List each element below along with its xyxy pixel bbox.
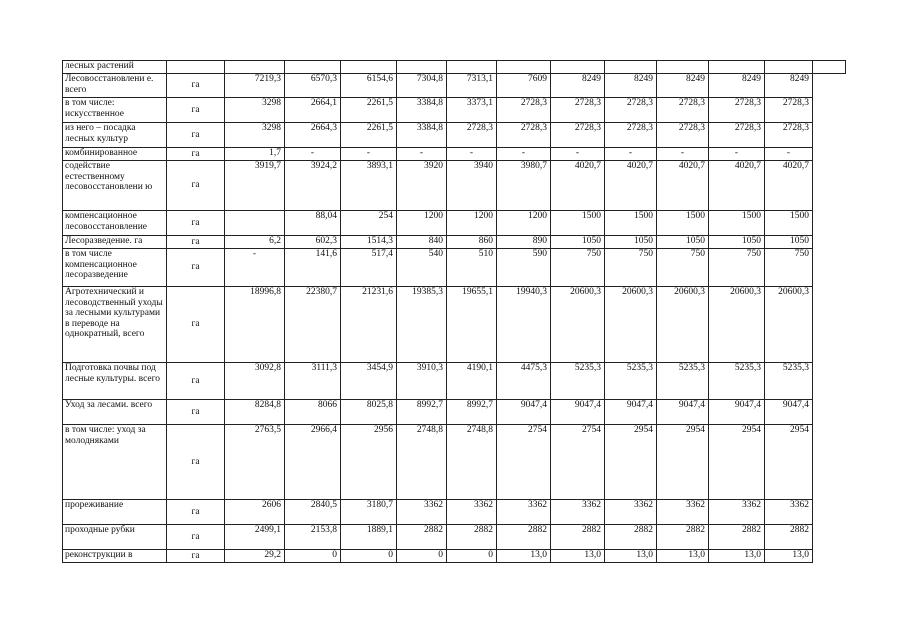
- value-cell: 1200: [447, 211, 497, 236]
- value-cell: 4020,7: [765, 161, 813, 211]
- value-cell: 8992,7: [397, 400, 447, 425]
- value-cell: 2261,5: [341, 123, 397, 148]
- table-row: [63, 74, 846, 98]
- value-cell: 2664,1: [285, 98, 341, 123]
- unit-cell: га: [167, 98, 225, 123]
- value-cell: 20600,3: [765, 287, 813, 363]
- value-cell: 750: [657, 249, 709, 287]
- value-cell: 29,2: [225, 550, 285, 563]
- forestry-indicators-table: [62, 60, 846, 563]
- value-cell: 9047,4: [657, 400, 709, 425]
- value-cell: 6570,3: [285, 74, 341, 98]
- value-cell: 2728,3: [709, 98, 765, 123]
- value-cell: 2728,3: [657, 98, 709, 123]
- value-cell: -: [497, 148, 551, 161]
- value-cell: 1500: [551, 211, 605, 236]
- value-cell: 2728,3: [709, 123, 765, 148]
- row-label: Уход за лесами. всего: [63, 400, 167, 425]
- row-label: лесных растений: [63, 61, 167, 74]
- value-cell: 20600,3: [605, 287, 657, 363]
- value-cell: 2882: [551, 525, 605, 550]
- value-cell: -: [397, 148, 447, 161]
- value-cell: 2882: [765, 525, 813, 550]
- value-cell: 4475,3: [497, 363, 551, 400]
- row-label: Лесоразведение. га: [63, 236, 167, 249]
- value-cell: 3919,7: [225, 161, 285, 211]
- value-cell: 20600,3: [657, 287, 709, 363]
- table-body: [63, 61, 846, 563]
- value-cell: [657, 61, 709, 74]
- value-cell: 8249: [765, 74, 813, 98]
- table-row: [63, 249, 846, 287]
- value-cell: 4020,7: [551, 161, 605, 211]
- value-cell: 2882: [657, 525, 709, 550]
- value-cell: 517,4: [341, 249, 397, 287]
- row-label: из него – посадка лесных культур: [63, 123, 167, 148]
- row-label: проходные рубки: [63, 525, 167, 550]
- value-cell: 9047,4: [497, 400, 551, 425]
- value-cell: 3111,3: [285, 363, 341, 400]
- value-cell: 13,0: [605, 550, 657, 563]
- value-cell: 3940: [447, 161, 497, 211]
- unit-cell: га: [167, 236, 225, 249]
- value-cell: 3910,3: [397, 363, 447, 400]
- value-cell: 13,0: [497, 550, 551, 563]
- value-cell: -: [447, 148, 497, 161]
- value-cell: 7219,3: [225, 74, 285, 98]
- value-cell: 2882: [605, 525, 657, 550]
- unit-cell: га: [167, 161, 225, 211]
- value-cell: 2882: [397, 525, 447, 550]
- value-cell: 3092,8: [225, 363, 285, 400]
- value-cell: 20600,3: [709, 287, 765, 363]
- value-cell: 2606: [225, 500, 285, 525]
- table-row: [63, 525, 846, 550]
- value-cell: 9047,4: [765, 400, 813, 425]
- table-row: [63, 236, 846, 249]
- value-cell: 8025,8: [341, 400, 397, 425]
- row-label: реконструкции в: [63, 550, 167, 563]
- value-cell: -: [551, 148, 605, 161]
- value-cell: 19940,3: [497, 287, 551, 363]
- table-row: [63, 550, 846, 563]
- unit-cell: [167, 61, 225, 74]
- value-cell: 2763,5: [225, 425, 285, 500]
- table-row: [63, 61, 846, 74]
- value-cell: 9047,4: [551, 400, 605, 425]
- value-cell: 1050: [709, 236, 765, 249]
- value-cell: [605, 61, 657, 74]
- table-row: [63, 148, 846, 161]
- value-cell: 840: [397, 236, 447, 249]
- row-label: в том числе: искусственное: [63, 98, 167, 123]
- value-cell: 13,0: [765, 550, 813, 563]
- value-cell: 254: [341, 211, 397, 236]
- value-cell: 0: [285, 550, 341, 563]
- value-cell: [497, 61, 551, 74]
- value-cell: 4020,7: [709, 161, 765, 211]
- row-label: в том числе компенсационное лесоразведение: [63, 249, 167, 287]
- value-cell: 2728,3: [765, 98, 813, 123]
- unit-cell: га: [167, 400, 225, 425]
- value-cell: 2966,4: [285, 425, 341, 500]
- value-cell: 3920: [397, 161, 447, 211]
- value-cell: 4020,7: [605, 161, 657, 211]
- value-cell: 8249: [657, 74, 709, 98]
- value-cell: 2748,8: [447, 425, 497, 500]
- value-cell: 2882: [447, 525, 497, 550]
- row-label: прореживание: [63, 500, 167, 525]
- row-label: Подготовка почвы под лесные культуры. всего: [63, 363, 167, 400]
- value-cell: -: [285, 148, 341, 161]
- value-cell: 22380,7: [285, 287, 341, 363]
- value-cell: 3362: [551, 500, 605, 525]
- value-cell: -: [225, 249, 285, 287]
- row-label: в том числе: уход за молодняками: [63, 425, 167, 500]
- value-cell: 2882: [709, 525, 765, 550]
- value-cell: 5235,3: [605, 363, 657, 400]
- value-cell: 8992,7: [447, 400, 497, 425]
- value-cell: 3298: [225, 123, 285, 148]
- value-cell: 88,04: [285, 211, 341, 236]
- value-cell: 2728,3: [605, 123, 657, 148]
- value-cell: 3384,8: [397, 98, 447, 123]
- unit-cell: га: [167, 74, 225, 98]
- value-cell: [813, 61, 846, 74]
- value-cell: 5235,3: [551, 363, 605, 400]
- table-row: [63, 98, 846, 123]
- value-cell: -: [765, 148, 813, 161]
- row-label: Лесовосстановлени е. всего: [63, 74, 167, 98]
- value-cell: 2728,3: [605, 98, 657, 123]
- value-cell: 1050: [765, 236, 813, 249]
- value-cell: 1,7: [225, 148, 285, 161]
- value-cell: 3362: [605, 500, 657, 525]
- value-cell: 2954: [765, 425, 813, 500]
- row-label: компенсационное лесовосстановление: [63, 211, 167, 236]
- value-cell: [709, 61, 765, 74]
- value-cell: -: [341, 148, 397, 161]
- unit-cell: га: [167, 500, 225, 525]
- value-cell: 590: [497, 249, 551, 287]
- value-cell: 1050: [551, 236, 605, 249]
- unit-cell: га: [167, 525, 225, 550]
- value-cell: 2954: [605, 425, 657, 500]
- value-cell: 2728,3: [447, 123, 497, 148]
- unit-cell: га: [167, 287, 225, 363]
- value-cell: 1500: [605, 211, 657, 236]
- value-cell: 21231,6: [341, 287, 397, 363]
- value-cell: 2728,3: [497, 123, 551, 148]
- value-cell: 860: [447, 236, 497, 249]
- value-cell: 13,0: [657, 550, 709, 563]
- value-cell: 8066: [285, 400, 341, 425]
- value-cell: 3893,1: [341, 161, 397, 211]
- value-cell: 2954: [657, 425, 709, 500]
- value-cell: 18996,8: [225, 287, 285, 363]
- value-cell: 20600,3: [551, 287, 605, 363]
- value-cell: 1500: [765, 211, 813, 236]
- value-cell: 2882: [497, 525, 551, 550]
- value-cell: [285, 61, 341, 74]
- value-cell: 9047,4: [605, 400, 657, 425]
- unit-cell: га: [167, 550, 225, 563]
- value-cell: 5235,3: [657, 363, 709, 400]
- value-cell: 0: [397, 550, 447, 563]
- unit-cell: га: [167, 211, 225, 236]
- value-cell: 4190,1: [447, 363, 497, 400]
- value-cell: 6154,6: [341, 74, 397, 98]
- unit-cell: га: [167, 363, 225, 400]
- value-cell: 3362: [709, 500, 765, 525]
- value-cell: 4020,7: [657, 161, 709, 211]
- value-cell: -: [709, 148, 765, 161]
- value-cell: 1050: [605, 236, 657, 249]
- value-cell: 141,6: [285, 249, 341, 287]
- value-cell: -: [657, 148, 709, 161]
- value-cell: [341, 61, 397, 74]
- table-row: [63, 500, 846, 525]
- value-cell: 2728,3: [551, 123, 605, 148]
- value-cell: 2664,3: [285, 123, 341, 148]
- row-label: комбинированное: [63, 148, 167, 161]
- value-cell: 750: [765, 249, 813, 287]
- value-cell: 3362: [657, 500, 709, 525]
- value-cell: 1200: [397, 211, 447, 236]
- value-cell: 3362: [397, 500, 447, 525]
- value-cell: 0: [447, 550, 497, 563]
- value-cell: [765, 61, 813, 74]
- value-cell: 2754: [497, 425, 551, 500]
- value-cell: 7313,1: [447, 74, 497, 98]
- value-cell: 2728,3: [551, 98, 605, 123]
- value-cell: 5235,3: [765, 363, 813, 400]
- value-cell: 8249: [605, 74, 657, 98]
- value-cell: 750: [605, 249, 657, 287]
- value-cell: 9047,4: [709, 400, 765, 425]
- value-cell: 3298: [225, 98, 285, 123]
- table-row: [63, 211, 846, 236]
- value-cell: 2954: [709, 425, 765, 500]
- value-cell: 540: [397, 249, 447, 287]
- unit-cell: га: [167, 249, 225, 287]
- value-cell: 750: [709, 249, 765, 287]
- table-row: [63, 123, 846, 148]
- value-cell: 1050: [657, 236, 709, 249]
- value-cell: 8249: [551, 74, 605, 98]
- value-cell: 3384,8: [397, 123, 447, 148]
- value-cell: -: [605, 148, 657, 161]
- value-cell: 7609: [497, 74, 551, 98]
- value-cell: 1500: [657, 211, 709, 236]
- table-row: [63, 363, 846, 400]
- value-cell: 2748,8: [397, 425, 447, 500]
- value-cell: 3454,9: [341, 363, 397, 400]
- value-cell: 750: [551, 249, 605, 287]
- unit-cell: га: [167, 148, 225, 161]
- unit-cell: га: [167, 425, 225, 500]
- value-cell: 2499,1: [225, 525, 285, 550]
- value-cell: 2956: [341, 425, 397, 500]
- value-cell: 1514,3: [341, 236, 397, 249]
- value-cell: [551, 61, 605, 74]
- value-cell: 0: [341, 550, 397, 563]
- table-row: [63, 287, 846, 363]
- value-cell: 3373,1: [447, 98, 497, 123]
- value-cell: 8249: [709, 74, 765, 98]
- row-label: содействие естественному лесовосстановлени ю: [63, 161, 167, 211]
- value-cell: 6,2: [225, 236, 285, 249]
- value-cell: 510: [447, 249, 497, 287]
- value-cell: 602,3: [285, 236, 341, 249]
- value-cell: 3980,7: [497, 161, 551, 211]
- value-cell: 13,0: [551, 550, 605, 563]
- value-cell: 3362: [447, 500, 497, 525]
- row-label: Агротехнический и лесоводственный уходы за лесными культурами в переводе на однократный, всего: [63, 287, 167, 363]
- value-cell: 890: [497, 236, 551, 249]
- table-row: [63, 161, 846, 211]
- value-cell: 2728,3: [657, 123, 709, 148]
- value-cell: [225, 211, 285, 236]
- value-cell: 5235,3: [709, 363, 765, 400]
- value-cell: 1500: [709, 211, 765, 236]
- value-cell: [447, 61, 497, 74]
- value-cell: [225, 61, 285, 74]
- value-cell: 7304,8: [397, 74, 447, 98]
- value-cell: 3924,2: [285, 161, 341, 211]
- value-cell: [397, 61, 447, 74]
- value-cell: 3362: [765, 500, 813, 525]
- value-cell: 2754: [551, 425, 605, 500]
- value-cell: 1200: [497, 211, 551, 236]
- value-cell: 2261,5: [341, 98, 397, 123]
- value-cell: 3362: [497, 500, 551, 525]
- value-cell: 2153,8: [285, 525, 341, 550]
- table-row: [63, 425, 846, 500]
- value-cell: 8284,8: [225, 400, 285, 425]
- value-cell: 3180,7: [341, 500, 397, 525]
- unit-cell: га: [167, 123, 225, 148]
- value-cell: 1889,1: [341, 525, 397, 550]
- table-row: [63, 400, 846, 425]
- value-cell: 19385,3: [397, 287, 447, 363]
- value-cell: 19655,1: [447, 287, 497, 363]
- value-cell: 2728,3: [497, 98, 551, 123]
- value-cell: 2728,3: [765, 123, 813, 148]
- value-cell: 2840,5: [285, 500, 341, 525]
- value-cell: 13,0: [709, 550, 765, 563]
